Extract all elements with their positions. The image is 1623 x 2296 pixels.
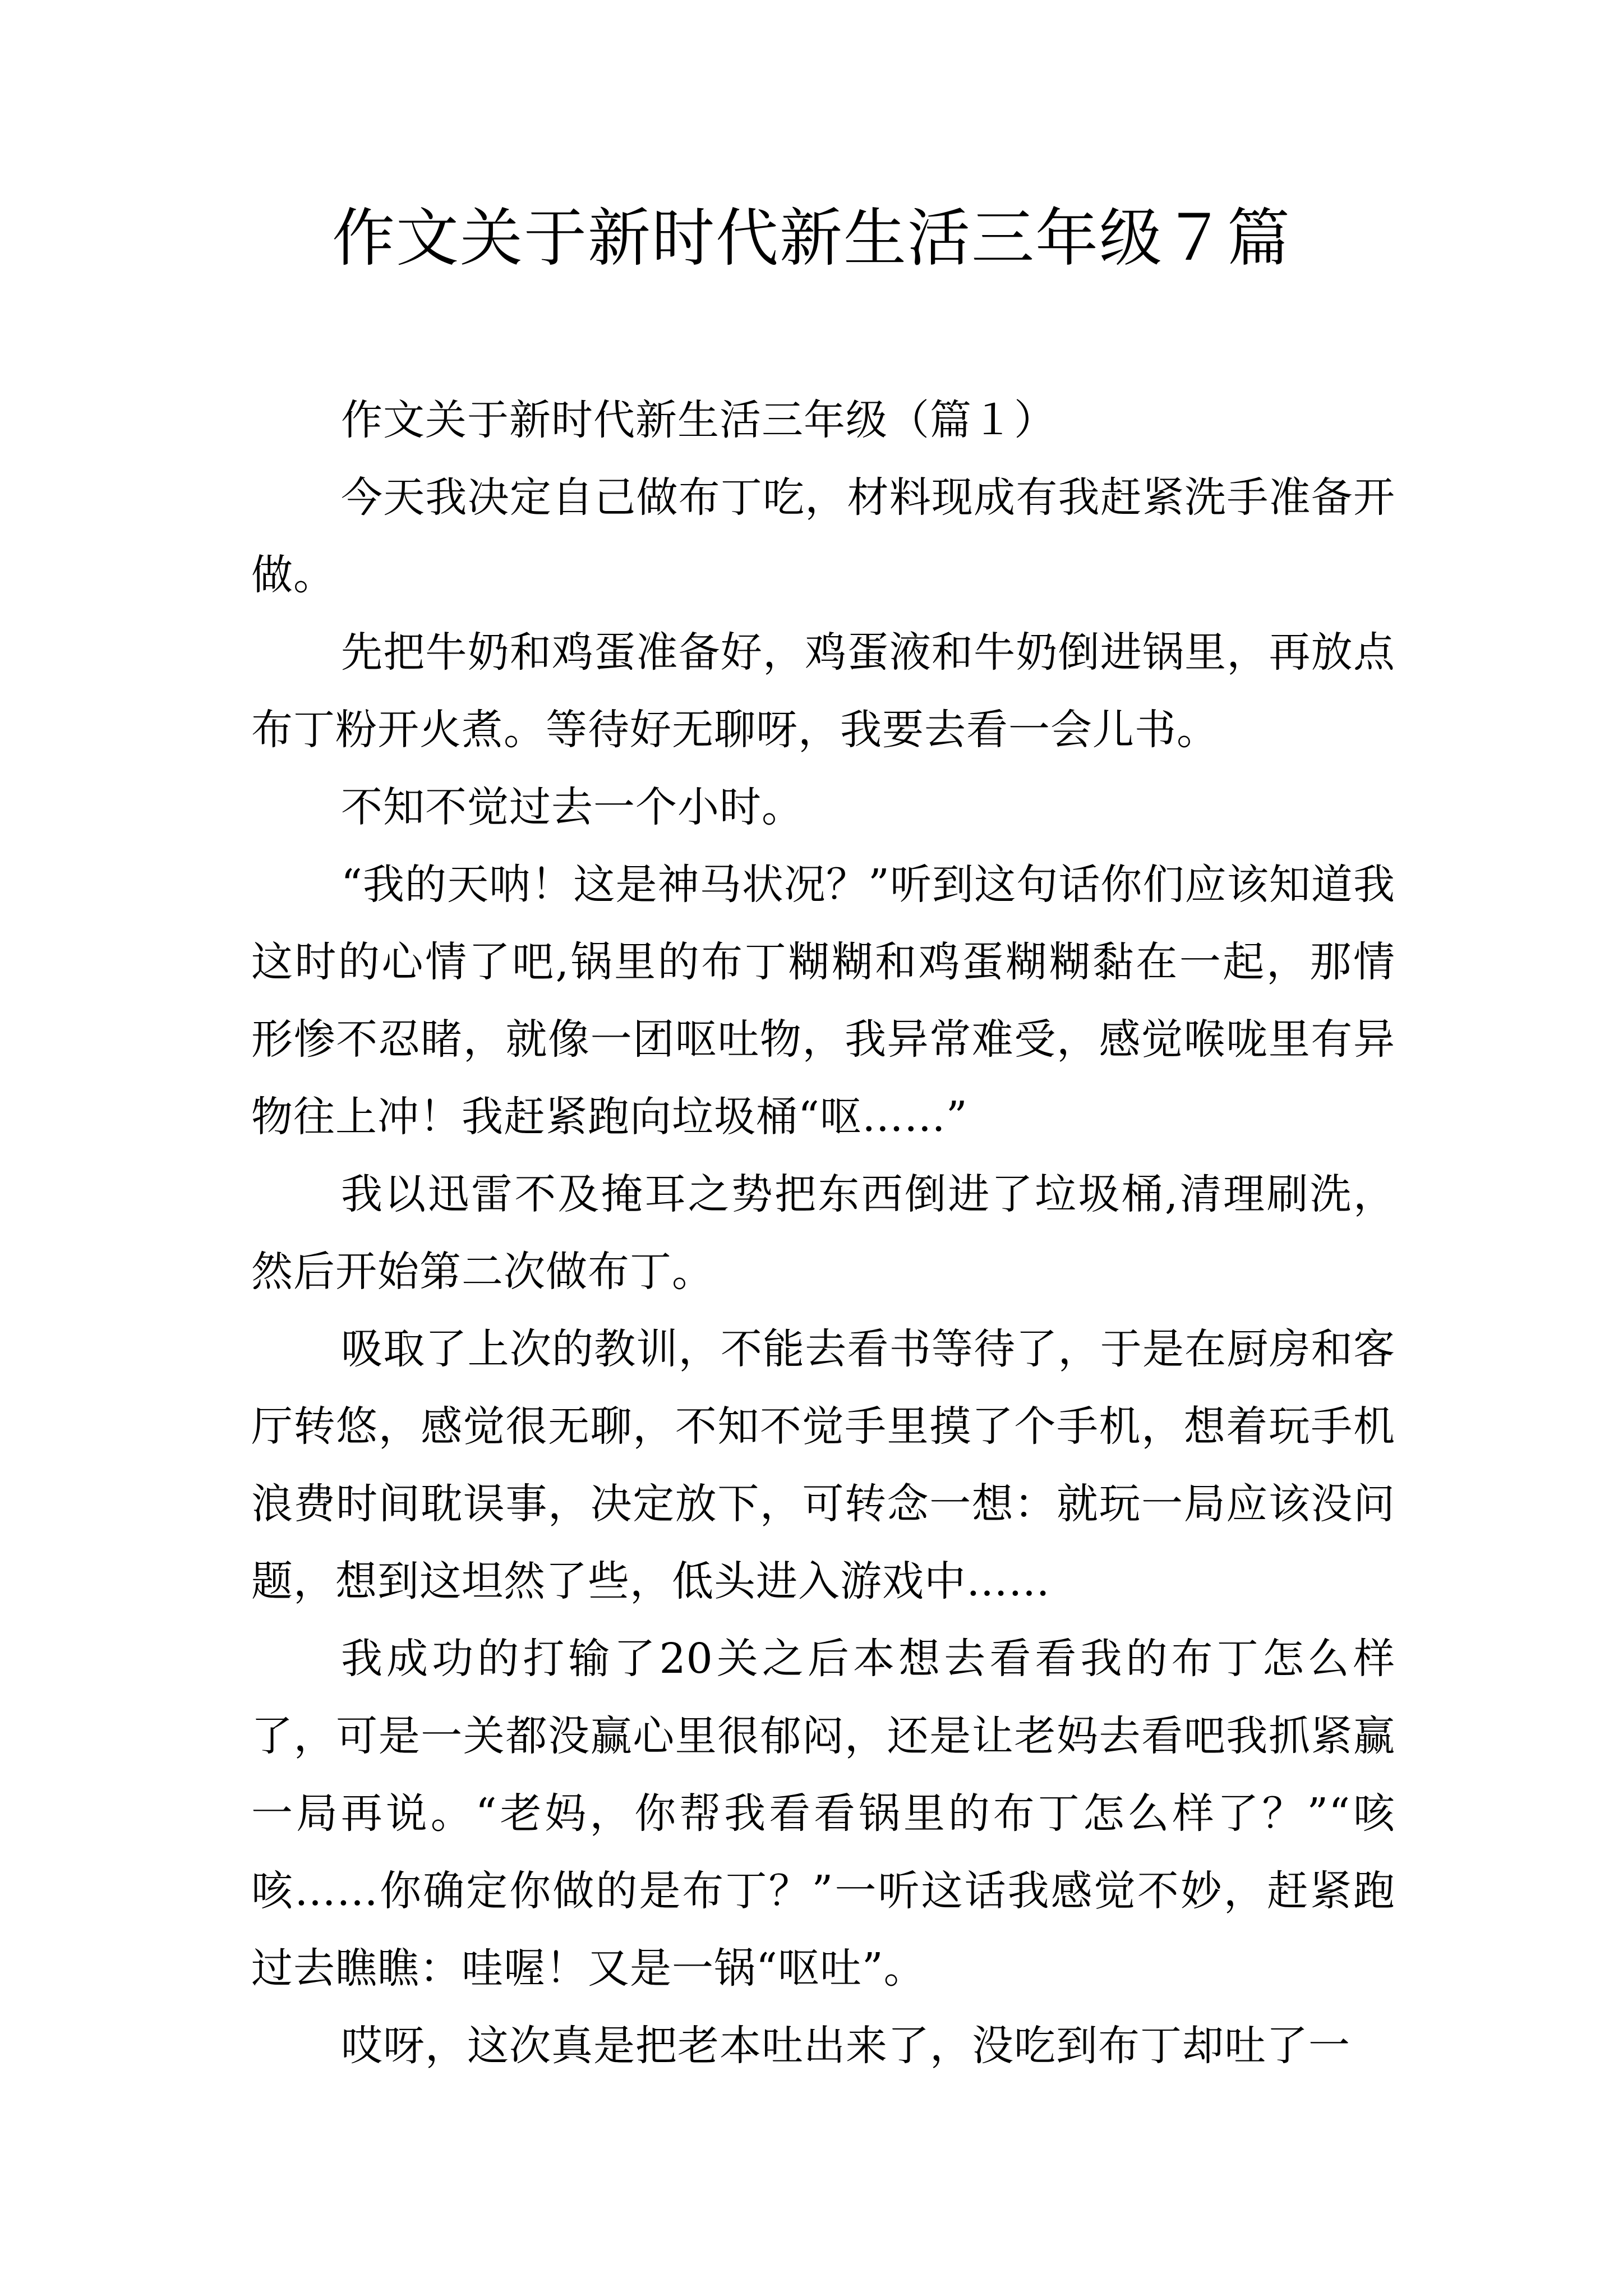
paragraph: 先把牛奶和鸡蛋准备好，鸡蛋液和牛奶倒进锅里，再放点布丁粉开火煮。等待好无聊呀，我要去看一会儿书。 xyxy=(251,628,1395,754)
document-body xyxy=(251,381,1395,2085)
paragraph: 我成功的打输了20关之后本想去看看我的布丁怎么样了，可是一关都没赢心里很郁闷，还是让老妈去看吧我抓紧赢一局再说。“老妈，你帮我看看锅里的布丁怎么样了？”“咳咳……你确定你做的是布丁？”一听这话我感觉不妙，赶紧跑过去瞧瞧：哇喔！又是一锅“呕吐”。 xyxy=(251,1635,1395,1993)
paragraph-subtitle: 作文关于新时代新生活三年级（篇１） xyxy=(341,396,1056,444)
paragraph: 今天我决定自己做布丁吃，材料现成有我赶紧洗手准备开做。 xyxy=(251,473,1395,599)
paragraph: 我以迅雷不及掩耳之势把东西倒进了垃圾桶,清理刷洗，然后开始第二次做布丁。 xyxy=(251,1170,1395,1296)
paragraph: 哎呀，这次真是把老本吐出来了，没吃到布丁却吐了一 xyxy=(341,2022,1350,2070)
paragraph: “我的天呐！这是神马状况？”听到这句话你们应该知道我这时的心情了吧,锅里的布丁糊糊和鸡蛋糊糊黏在一起，那情形惨不忍睹，就像一团呕吐物，我异常难受，感觉喉咙里有异物往上冲！我赶紧跑向垃圾桶“呕……” xyxy=(251,861,1395,1141)
document-title: 作文关于新时代新生活三年级７篇 xyxy=(332,202,1291,275)
paragraph: 吸取了上次的教训，不能去看书等待了，于是在厨房和客厅转悠，感觉很无聊，不知不觉手里摸了个手机，想着玩手机浪费时间耽误事，决定放下，可转念一想：就玩一局应该没问题，想到这坦然了些，低头进入游戏中…… xyxy=(251,1325,1395,1605)
paragraph: 不知不觉过去一个小时。 xyxy=(341,783,804,831)
